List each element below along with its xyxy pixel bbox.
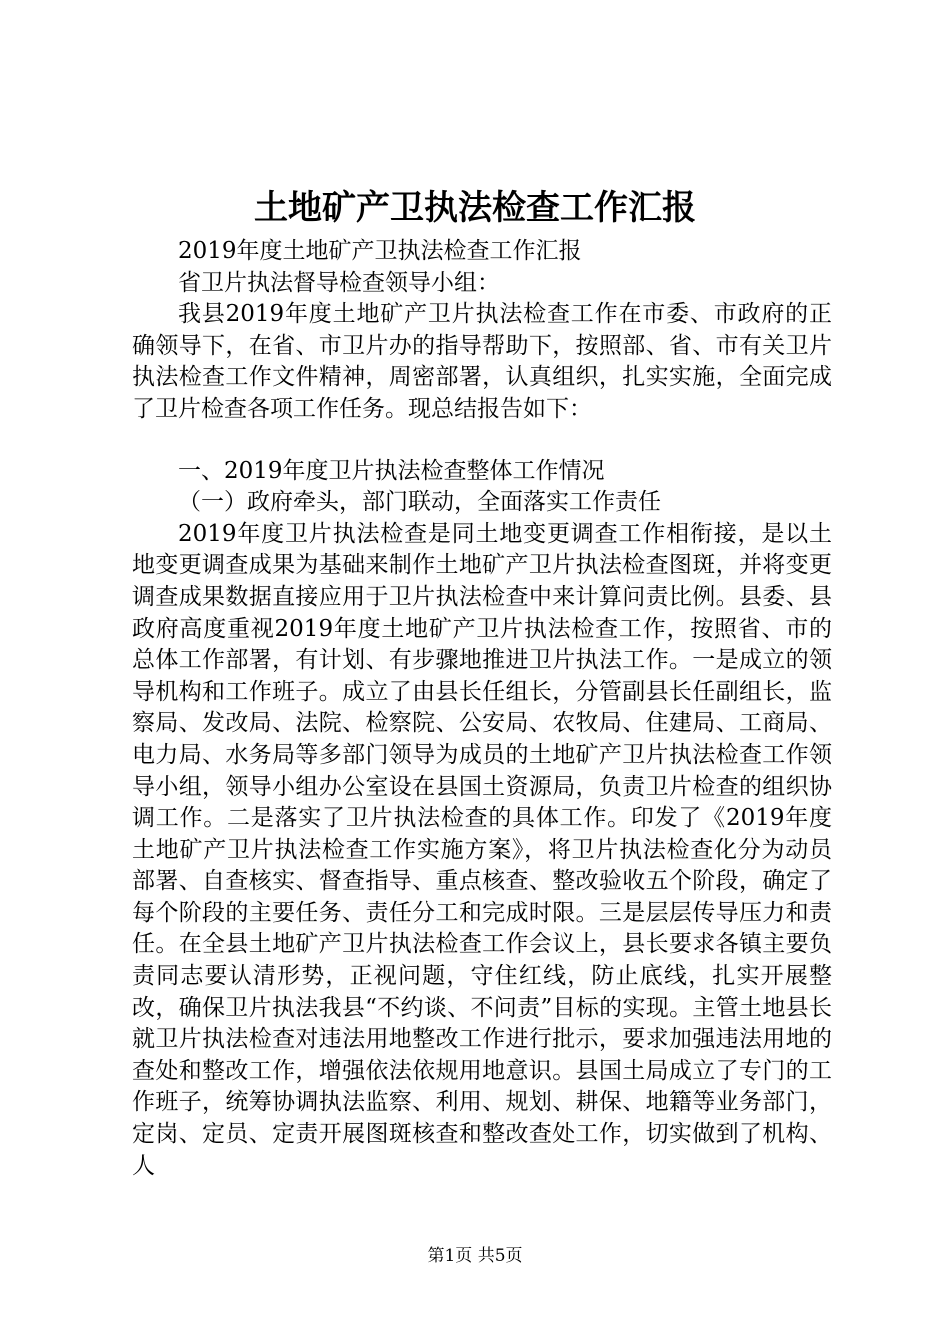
intro-paragraph: 我县2019年度土地矿产卫片执法检查工作在市委、市政府的正确领导下，在省、市卫片办的指导帮助下，按照部、省、市有关卫片执法检查工作文件精神，周密部署，认真组织，扎实实施，全面完成了卫片检查各项工作任务。现总结报告如下： bbox=[132, 301, 832, 422]
section-heading: 一、2019年度卫片执法检查整体工作情况 bbox=[178, 457, 605, 484]
body-paragraph: 2019年度卫片执法检查是同土地变更调查工作相衔接，是以土地变更调查成果为基础来制作土地矿产卫片执法检查图斑，并将变更调查成果数据直接应用于卫片执法检查中来计算问责比例。县委、县政府高度重视2019年度土地矿产卫片执法检查工作，按照省、市的总体工作部署，有计划、有步骤地推进卫片执法工作。一是成立的领导机构和工作班子。成立了由县长任组长，分管副县长任副组长，监察局、发改局、法院、检察院、公安局、农牧局、住建局、工商局、电力局、水务局等多部门领导为成员的土地矿产卫片执法检查工作领导小组，领导小组办公室设在县国土资源局，负责卫片检查的组织协调工作。二是落实了卫片执法检查的具体工作。印发了《2019年度土地矿产卫片执法检查工作实施方案》，将卫片执法检查化分为动员部署、自查核实、督查指导、重点核查、整改验收五个阶段，确定了每个阶段的主要任务、责任分工和完成时限。三是层层传导压力和责任。在全县土地矿产卫片执法检查工作会议上，县长要求各镇主要负责同志要认清形势，正视问题，守住红线，防止底线，扎实开展整改，确保卫片执法我县“不约谈、不问责”目标的实现。主管土地县长就卫片执法检查对违法用地整改工作进行批示，要求加强违法用地的查处和整改工作，增强依法依规用地意识。县国土局成立了专门的工作班子，统筹协调执法监察、利用、规划、耕保、地籍等业务部门，定岗、定员、定责开展图斑核查和整改查处工作，切实做到了机构、人 bbox=[132, 520, 832, 1179]
document-body bbox=[132, 236, 832, 1182]
document-title: 土地矿产卫执法检查工作汇报 bbox=[254, 188, 696, 228]
page-footer: 第1页 共5页 bbox=[427, 1246, 523, 1266]
subtitle-line: 2019年度土地矿产卫执法检查工作汇报 bbox=[178, 238, 582, 264]
salutation: 省卫片执法督导检查领导小组： bbox=[178, 269, 500, 296]
subsection-heading: （一）政府牵头，部门联动，全面落实工作责任 bbox=[178, 489, 661, 516]
